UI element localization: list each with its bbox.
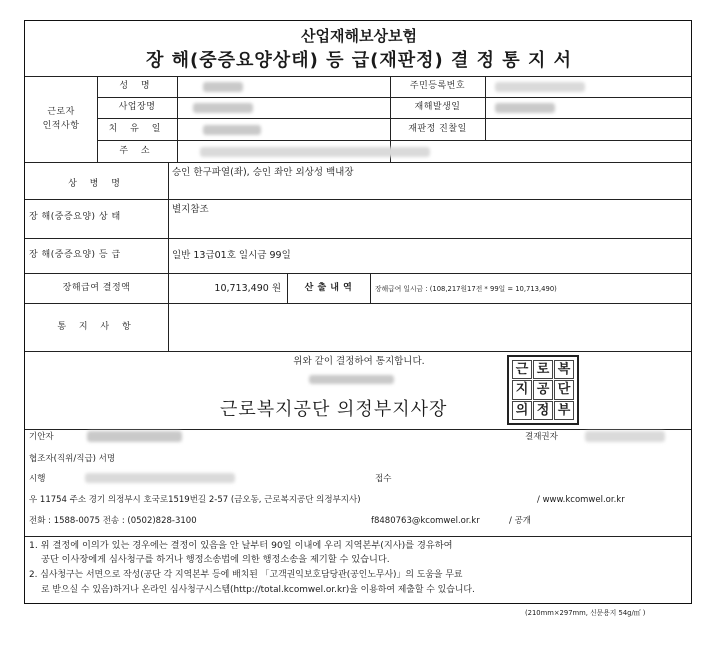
redacted-treatment-date <box>203 125 261 135</box>
decision-statement: 위와 같이 결정하여 통지합니다. <box>293 356 425 367</box>
phone-line: 전화 : 1588-0075 전송 : (0502)828-3100 <box>29 516 197 526</box>
note-line-4: 로 받으실 수 있음)하거나 온라인 심사청구시스템(http://total.kcomwel.or.kr)을 이용하여 제출할 수 있습니다. <box>41 585 475 595</box>
receipt-label: 접수 <box>375 474 392 484</box>
injury-value: 승인 한구파열(좌), 승인 좌안 외상성 백내장 <box>172 167 354 178</box>
signer-name: 근로복지공단 의정부지사장 <box>220 399 448 420</box>
approver-label: 결재권자 <box>525 432 558 442</box>
name-label: 성 명 <box>119 81 155 91</box>
paper-spec: (210mm×297mm, 신문용지 54g/㎡ ) <box>525 609 646 617</box>
document-title: 장 해(중증요양상태) 등 급(재판정) 결 정 통 지 서 <box>145 50 573 71</box>
injury-label: 상 병 명 <box>68 179 125 189</box>
redacted-decision-date <box>309 375 394 384</box>
disability-state-label: 장 해(중증요양) 상 태 <box>29 212 121 222</box>
calculation-label: 산 출 내 역 <box>304 283 353 293</box>
redacted-id-number <box>495 82 585 92</box>
disability-grade-label: 장 해(중증요양) 등 급 <box>29 250 121 260</box>
notice-document <box>24 20 692 604</box>
note-line-3: 2. 심사청구는 서면으로 작성(공단 각 지역본부 등에 배치된 「고객권익보호담당관(공인노무사)」의 도움을 무료 <box>29 570 463 580</box>
address-line: 우 11754 주소 경기 의정부시 호국로1519번길 2-57 (금오동, 근로복지공단 의정부지사) <box>29 495 361 505</box>
benefit-amount-value: 10,713,490 원 <box>214 283 281 294</box>
id-number-label: 주민등록번호 <box>409 81 466 91</box>
calculation-value: 장해급여 일시금 : (108,217원17전 * 99일 = 10,713,490) <box>375 285 557 293</box>
drafter-label: 기안자 <box>29 432 54 442</box>
redacted-accident-date <box>495 103 555 113</box>
disability-grade-value: 일반 13급01호 일시금 99일 <box>172 250 291 261</box>
redacted-drafter <box>87 431 182 442</box>
note-line-1: 1. 위 결정에 이의가 있는 경우에는 결정이 있음을 안 날부터 90일 이내에 우리 지역본부(지사)를 경유하여 <box>29 540 453 551</box>
reexam-date-label: 재판정 진찰일 <box>408 124 467 134</box>
note-line-2: 공단 이사장에게 심사청구를 하거나 행정소송법에 의한 행정소송을 제기할 수 있습니다. <box>41 554 390 565</box>
address-label: 주 소 <box>119 146 155 156</box>
redacted-workplace <box>193 103 253 113</box>
accident-date-label: 재해발생일 <box>414 102 461 112</box>
workplace-label: 사업장명 <box>118 102 156 112</box>
insurance-title: 산업재해보상보험 <box>301 27 417 45</box>
redacted-address <box>200 147 430 157</box>
website: / www.kcomwel.or.kr <box>537 495 625 505</box>
email: f8480763@kcomwel.or.kr <box>371 516 480 526</box>
benefit-amount-label: 장해급여 결정액 <box>62 283 131 293</box>
redacted-enforce-date <box>85 473 235 483</box>
official-seal: 근 로 복 지 공 단 의 정 부 <box>507 355 579 425</box>
disability-state-value: 별지참조 <box>172 204 209 215</box>
enforce-label: 시행 <box>29 474 46 484</box>
redacted-name <box>203 82 243 92</box>
redacted-approver <box>585 431 665 442</box>
worker-info-section-label: 근로자 인적사항 <box>42 107 80 131</box>
treatment-date-label: 치 유 일 <box>108 124 166 134</box>
disclosure: / 공개 <box>509 516 531 526</box>
cooperator-label: 협조자(직위/직급) 서명 <box>29 454 116 464</box>
notice-items-label: 통 지 사 항 <box>57 322 136 332</box>
